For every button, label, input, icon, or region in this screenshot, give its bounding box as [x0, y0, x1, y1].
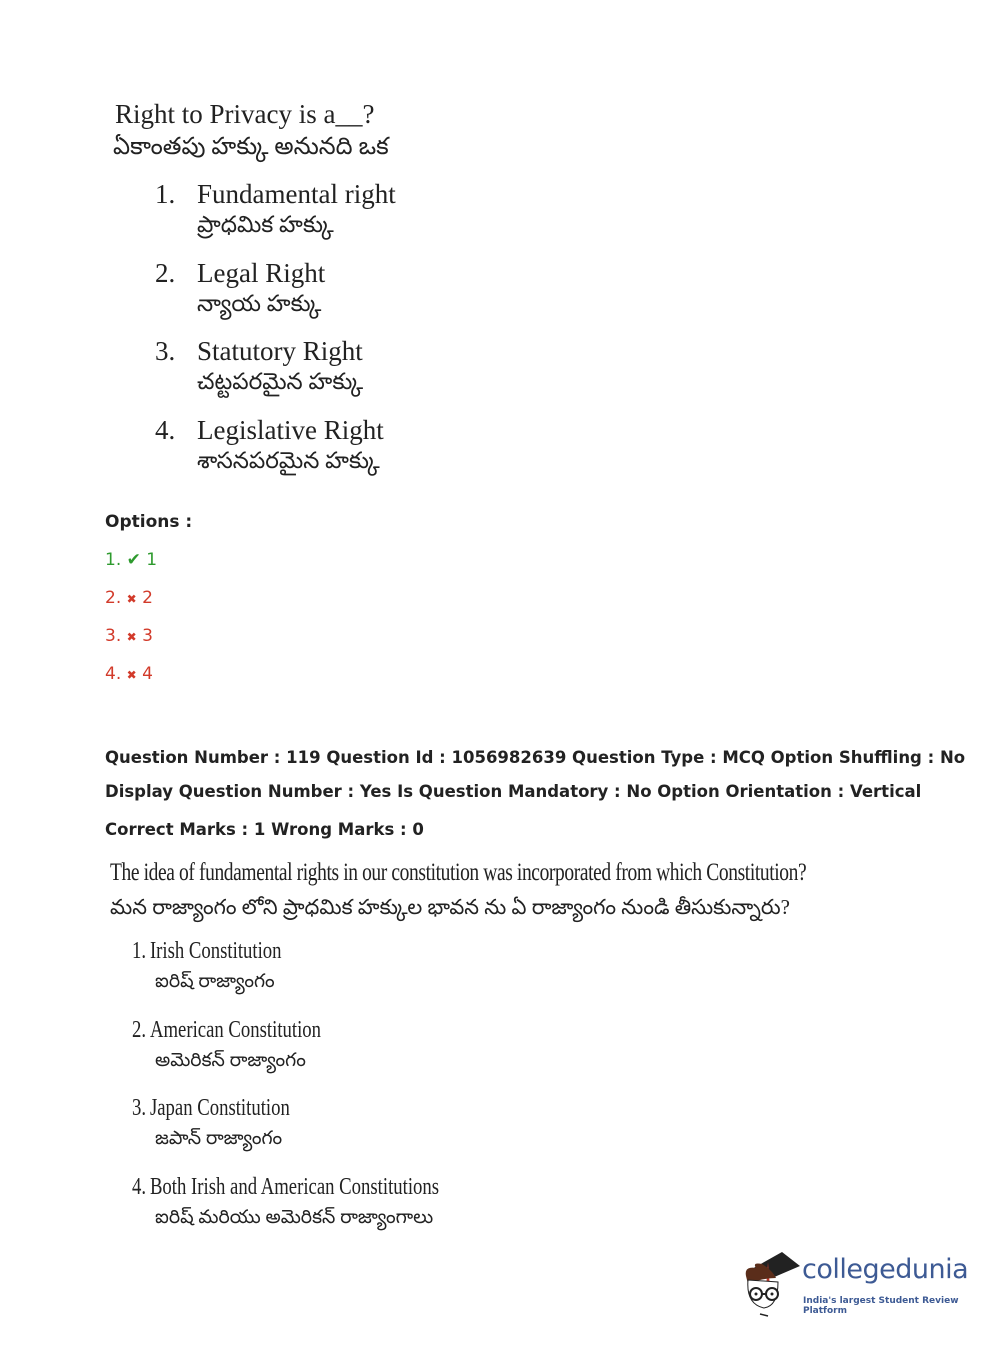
- question-2-choice: [132, 1093, 334, 1155]
- choice-number: 2.: [155, 258, 176, 288]
- choice-number: 4.: [155, 415, 176, 445]
- choice-text: Irish Constitution: [149, 938, 282, 964]
- choice-telugu: ప్రాధమిక హక్కు: [197, 212, 334, 237]
- choice-text: Legal Right: [197, 258, 326, 288]
- answer-number: 4.: [105, 664, 122, 684]
- answer-number: 2.: [105, 588, 122, 608]
- question-1-choice: [155, 179, 396, 241]
- choice-telugu: జపాన్ రాజ్యాంగం: [155, 1128, 283, 1149]
- cross-icon: ✖: [126, 668, 137, 682]
- answer-value: 2: [142, 588, 153, 608]
- collegedunia-logo: [742, 1248, 972, 1320]
- mascot-icon: [742, 1248, 800, 1320]
- choice-telugu: ఐరిష్ మరియు అమెరికన్ రాజ్యాంగాలు: [155, 1207, 434, 1228]
- choice-text: Legislative Right: [197, 415, 384, 445]
- question-2-choice: [132, 1172, 526, 1234]
- answer-value: 4: [142, 664, 153, 684]
- logo-wordmark: collegedunia: [802, 1254, 969, 1285]
- question-2-choice: [132, 936, 324, 998]
- answer-number: 3.: [105, 626, 122, 646]
- choice-text: Fundamental right: [197, 179, 396, 209]
- choice-text: Statutory Right: [197, 336, 363, 366]
- question-meta-line-2: Display Question Number : Yes Is Question Mandatory : No Option Orientation : Vertical: [105, 782, 922, 801]
- answer-option-wrong: [105, 664, 153, 684]
- answer-option-correct: [105, 550, 157, 570]
- question-1-choice: [155, 415, 384, 477]
- choice-telugu: న్యాయ హక్కు: [197, 291, 322, 316]
- choice-telugu: చట్టపరమైన హక్కు: [197, 369, 364, 394]
- question-1-title-telugu: ఏకాంతపు హక్కు అనునది ఒక: [113, 134, 389, 160]
- choice-telugu: శాసనపరమైన హక్కు: [197, 448, 380, 473]
- answer-value: 3: [142, 626, 153, 646]
- answer-option-wrong: [105, 626, 153, 646]
- question-meta-line-3: Correct Marks : 1 Wrong Marks : 0: [105, 820, 424, 839]
- choice-telugu: అమెరికన్ రాజ్యాంగం: [155, 1050, 306, 1071]
- question-meta-line-1: Question Number : 119 Question Id : 1056982639 Question Type : MCQ Option Shuffling : No: [105, 748, 966, 767]
- choice-number: 2.: [132, 1017, 147, 1043]
- choice-number: 4.: [132, 1174, 147, 1200]
- cross-icon: ✖: [126, 630, 137, 644]
- question-1-title: Right to Privacy is a__?: [115, 99, 375, 129]
- question-1-choice: [155, 258, 325, 320]
- question-2-title: The idea of fundamental rights in our constitution was incorporated from which Constitution?: [110, 859, 807, 886]
- question-2-title-telugu: మన రాజ్యాంగం లోని ప్రాధమిక హక్కుల భావన ను ఏ రాజ్యాంగం నుండి తీసుకున్నారు?: [110, 895, 790, 919]
- choice-text: Both Irish and American Constitutions: [149, 1174, 440, 1200]
- question-2-choice: [132, 1015, 374, 1077]
- cross-icon: ✖: [126, 592, 137, 606]
- options-label: Options :: [105, 512, 193, 532]
- choice-number: 3.: [155, 336, 176, 366]
- logo-tagline: India's largest Student Review Platform: [803, 1296, 959, 1316]
- choice-number: 1.: [132, 938, 147, 964]
- choice-number: 1.: [155, 179, 176, 209]
- choice-text: Japan Constitution: [149, 1095, 290, 1121]
- choice-number: 3.: [132, 1095, 147, 1121]
- answer-value: 1: [146, 550, 158, 570]
- question-1-choice: [155, 336, 363, 398]
- choice-text: American Constitution: [149, 1017, 322, 1043]
- answer-number: 1.: [105, 550, 122, 570]
- check-icon: ✔: [126, 550, 141, 570]
- answer-option-wrong: [105, 588, 153, 608]
- choice-telugu: ఐరిష్ రాజ్యాంగం: [155, 971, 275, 992]
